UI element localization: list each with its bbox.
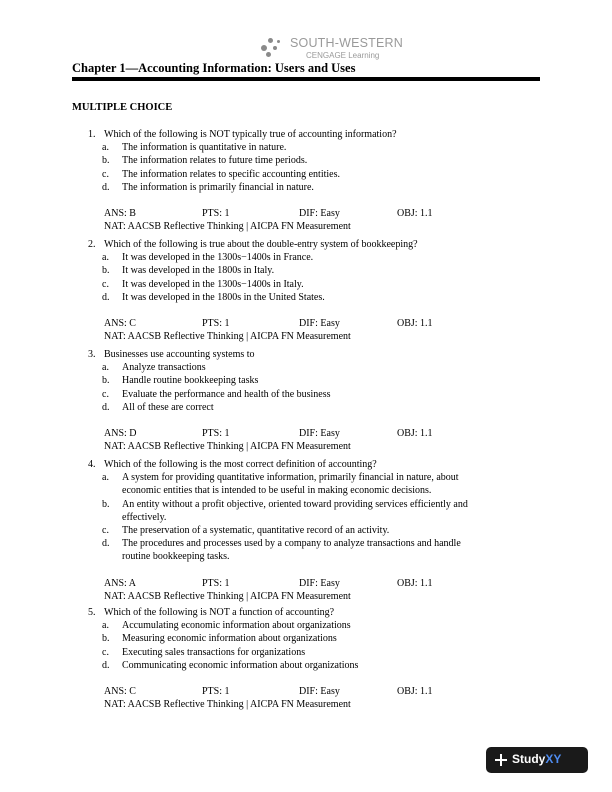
objective: OBJ: 1.1 — [397, 208, 433, 219]
difficulty: DIF: Easy — [299, 428, 340, 439]
option-letter: b. — [102, 155, 110, 167]
question-text: Businesses use accounting systems to — [104, 349, 255, 360]
option-text: Executing sales transactions for organizations — [122, 646, 306, 658]
option-letter: c. — [102, 168, 109, 180]
nat-standards: NAT: AACSB Reflective Thinking | AICPA FN Measurement — [104, 331, 351, 343]
option-text: The information relates to future time periods. — [122, 155, 308, 167]
option-letter: a. — [102, 362, 109, 374]
option-letter: d. — [102, 181, 110, 193]
option-text: The information relates to specific accounting entities. — [122, 168, 340, 180]
option-text: It was developed in the 1800s in Italy. — [122, 265, 275, 277]
option-letter: c. — [102, 278, 109, 290]
option-letter: b. — [102, 633, 110, 645]
studyxy-badge[interactable] — [486, 747, 588, 773]
option-text: A system for providing quantitative information, primarily financial in nature, about — [122, 472, 459, 484]
answer-key: ANS: A — [104, 577, 136, 589]
option-letter: a. — [102, 142, 109, 154]
difficulty: DIF: Easy — [299, 686, 340, 697]
option-letter: b. — [102, 375, 110, 387]
option-text: It was developed in the 1300s−1400s in France. — [122, 252, 314, 264]
question-number: 2. — [88, 239, 96, 250]
points: PTS: 1 — [202, 318, 230, 329]
option-text: economic entities that is intended to be useful in making economic decisions. — [122, 485, 432, 497]
option-letter: a. — [102, 620, 109, 632]
question-text: Which of the following is NOT typically true of accounting information? — [104, 129, 397, 140]
objective: OBJ: 1.1 — [397, 577, 433, 589]
option-text: Accumulating economic information about organizations — [122, 620, 351, 632]
option-letter: c. — [102, 525, 109, 536]
option-text: It was developed in the 1300s−1400s in Italy. — [122, 278, 304, 290]
question-text: Which of the following is the most correct definition of accounting? — [104, 459, 377, 470]
option-letter: d. — [102, 401, 110, 413]
option-letter: a. — [102, 252, 109, 264]
option-text: Analyze transactions — [122, 362, 206, 374]
option-text: Communicating economic information about organizations — [122, 659, 359, 671]
chapter-title: Chapter 1—Accounting Information: Users and Uses — [72, 61, 356, 75]
option-letter: d. — [102, 538, 110, 550]
publisher-name: SOUTH-WESTERN — [290, 36, 404, 50]
question-number: 1. — [88, 129, 96, 140]
question-number: 3. — [88, 349, 96, 360]
option-text: The information is quantitative in nature. — [122, 142, 287, 154]
question-number: 4. — [88, 459, 96, 470]
answer-key: ANS: C — [104, 686, 136, 697]
nat-standards: NAT: AACSB Reflective Thinking | AICPA FN Measurement — [104, 221, 351, 233]
objective: OBJ: 1.1 — [397, 428, 433, 439]
option-text: Handle routine bookkeeping tasks — [122, 375, 259, 387]
title-divider — [72, 77, 540, 81]
objective: OBJ: 1.1 — [397, 686, 433, 697]
question-text: Which of the following is true about the double-entry system of bookkeeping? — [104, 239, 418, 250]
publisher-sub: CENGAGE Learning — [306, 51, 380, 60]
option-text: All of these are correct — [122, 401, 214, 413]
difficulty: DIF: Easy — [299, 577, 340, 589]
option-letter: a. — [102, 472, 109, 484]
option-text: It was developed in the 1800s in the United States. — [122, 291, 325, 303]
option-letter: d. — [102, 659, 110, 671]
nat-standards: NAT: AACSB Reflective Thinking | AICPA FN Measurement — [104, 590, 351, 602]
option-letter: c. — [102, 388, 109, 400]
question-text: Which of the following is NOT a function of accounting? — [104, 607, 335, 618]
option-letter: b. — [102, 265, 110, 277]
points: PTS: 1 — [202, 428, 230, 439]
option-text: routine bookkeeping tasks. — [122, 551, 230, 563]
nat-standards: NAT: AACSB Reflective Thinking | AICPA FN Measurement — [104, 441, 351, 453]
studyxy-label: StudyXY — [512, 752, 562, 766]
points: PTS: 1 — [202, 686, 230, 697]
publisher-logo — [258, 36, 408, 62]
option-text: The preservation of a systematic, quantitative record of an activity. — [122, 525, 390, 536]
points: PTS: 1 — [202, 208, 230, 219]
option-letter: d. — [102, 291, 110, 303]
question-number: 5. — [88, 607, 96, 618]
objective: OBJ: 1.1 — [397, 318, 433, 329]
option-letter: b. — [102, 498, 110, 510]
points: PTS: 1 — [202, 577, 230, 589]
option-letter: c. — [102, 646, 109, 658]
difficulty: DIF: Easy — [299, 208, 340, 219]
answer-key: ANS: C — [104, 318, 136, 329]
logo-dots-icon — [258, 36, 286, 60]
nat-standards: NAT: AACSB Reflective Thinking | AICPA FN Measurement — [104, 699, 351, 711]
difficulty: DIF: Easy — [299, 318, 340, 329]
option-text: An entity without a profit objective, oriented toward providing services efficiently and — [122, 498, 468, 510]
answer-key: ANS: B — [104, 208, 136, 219]
option-text: Measuring economic information about organizations — [122, 633, 337, 645]
option-text: The procedures and processes used by a company to analyze transactions and handle — [122, 538, 461, 550]
option-text: The information is primarily financial in nature. — [122, 181, 314, 193]
section-heading: MULTIPLE CHOICE — [72, 102, 173, 113]
option-text: effectively. — [122, 511, 167, 523]
answer-key: ANS: D — [104, 428, 137, 439]
option-text: Evaluate the performance and health of the business — [122, 388, 331, 400]
